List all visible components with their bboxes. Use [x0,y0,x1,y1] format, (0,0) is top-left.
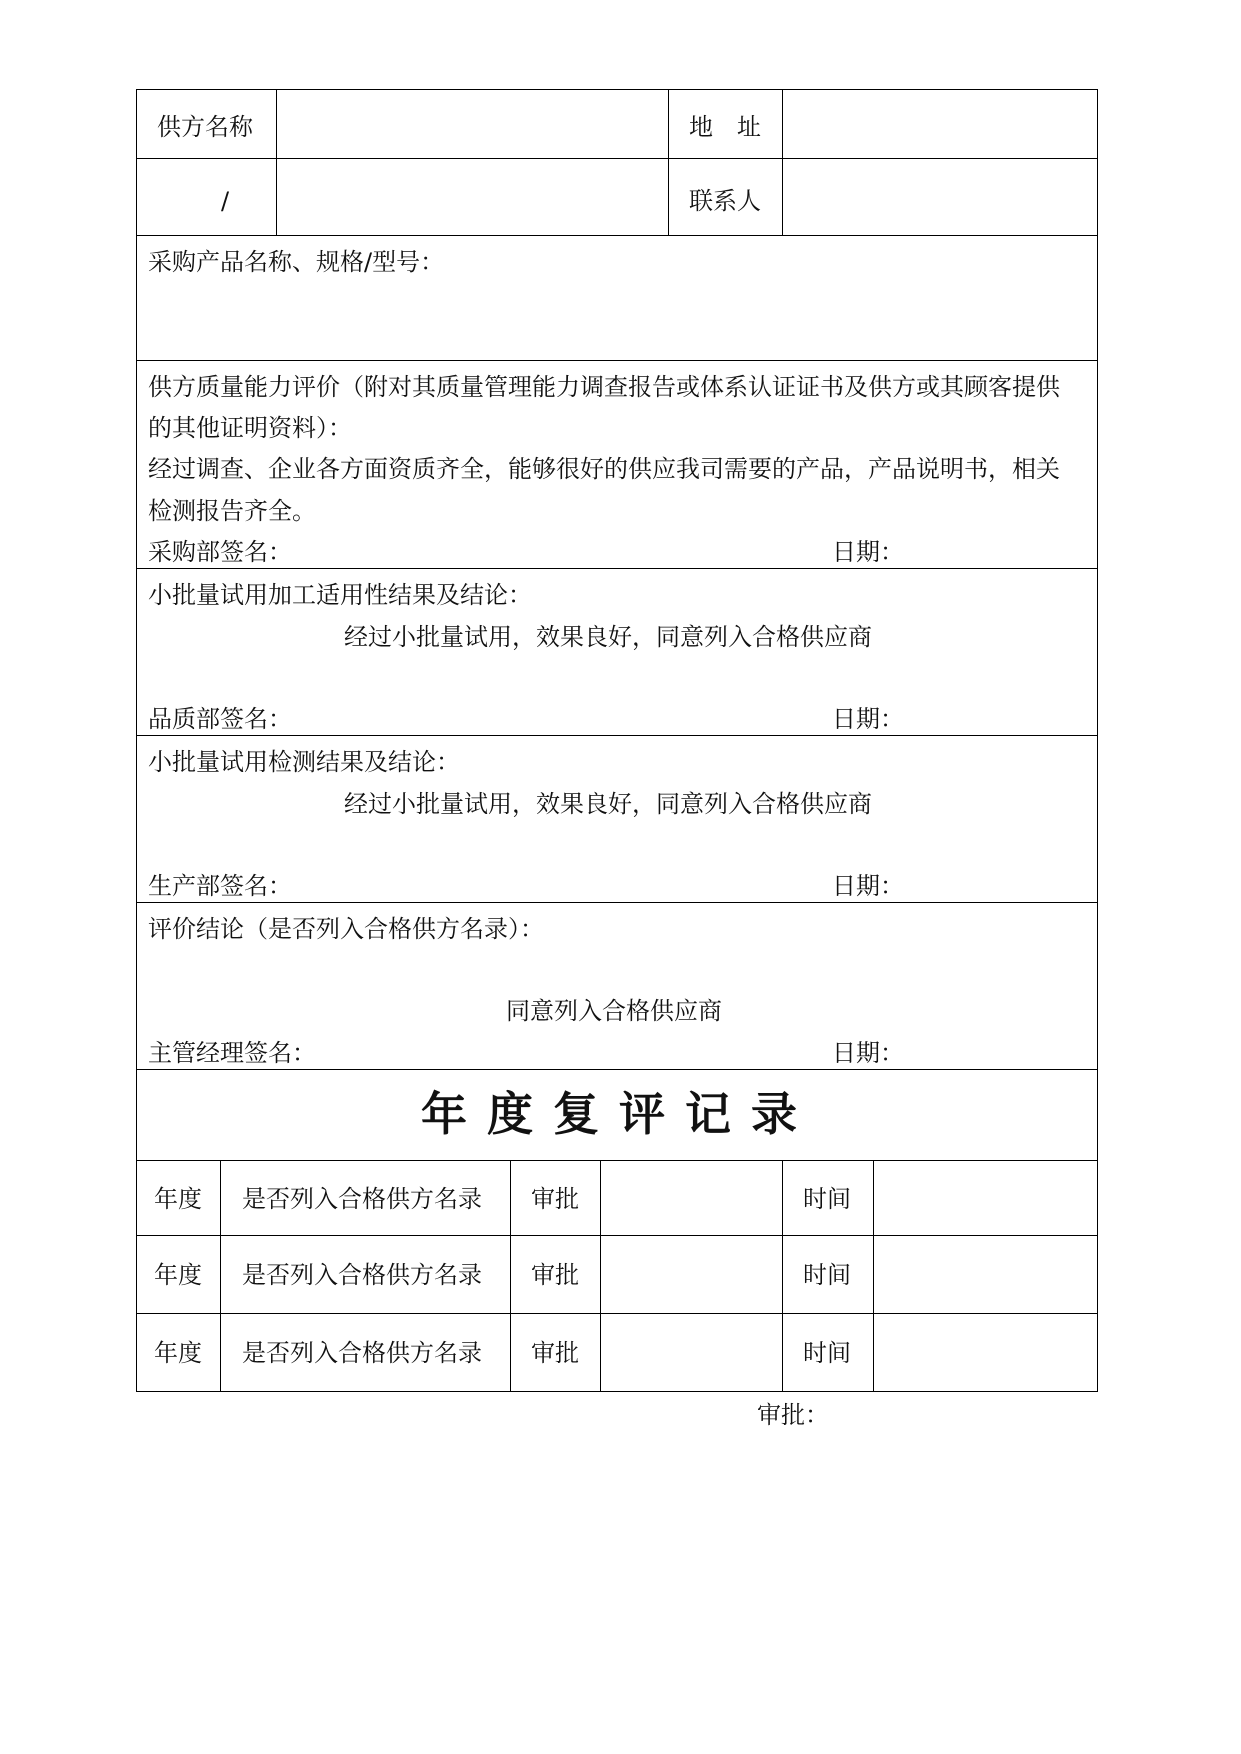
approve-label: 审批 [531,1261,579,1289]
trial-testing-label: 小批量试用检测结果及结论： [148,748,460,776]
evaluation-conclusion: 同意列入合格供应商 [506,997,722,1025]
row2-left-label: / [221,187,230,215]
row-divider [136,235,1098,236]
row-divider [136,158,1098,159]
row-divider [136,735,1098,736]
col-divider [782,1160,783,1392]
col-divider [276,89,277,236]
trial-processing-label: 小批量试用加工适用性结果及结论： [148,581,532,609]
time-label: 时间 [803,1261,851,1289]
date-label: 日期： [832,705,904,733]
manager-signature-label: 主管经理签名： [148,1039,316,1067]
border-right [1097,89,1098,1392]
row-divider [136,360,1098,361]
supplier-name-label: 供方名称 [157,113,253,141]
trial-processing-conclusion: 经过小批量试用，效果良好，同意列入合格供应商 [344,623,872,651]
quality-eval-line: 供方质量能力评价（附对其质量管理能力调查报告或体系认证证书及供方或其顾客提供 [148,373,1060,401]
evaluation-label: 评价结论（是否列入合格供方名录）： [148,915,544,943]
footer-approval-label: 审批： [757,1401,829,1429]
listed-label: 是否列入合格供方名录 [242,1185,482,1213]
row-divider [136,902,1098,903]
row-divider [136,1160,1098,1161]
row-divider [136,1313,1098,1314]
col-divider [668,89,669,236]
year-label: 年度 [154,1339,202,1367]
border-top [136,89,1098,90]
col-divider [510,1160,511,1392]
border-bottom [136,1391,1098,1392]
quality-eval-line: 检测报告齐全。 [148,497,316,525]
col-divider [220,1160,221,1392]
row-divider [136,1069,1098,1070]
date-label: 日期： [832,1039,904,1067]
year-label: 年度 [154,1261,202,1289]
approve-label: 审批 [531,1185,579,1213]
listed-label: 是否列入合格供方名录 [242,1261,482,1289]
contact-label: 联系人 [689,187,761,215]
quality-dept-signature-label: 品质部签名： [148,705,292,733]
date-label: 日期： [832,872,904,900]
border-left [136,89,137,1392]
purchasing-signature-label: 采购部签名： [148,538,292,566]
row-divider [136,1235,1098,1236]
annual-review-title: 年度复评记录 [421,1087,817,1141]
listed-label: 是否列入合格供方名录 [242,1339,482,1367]
quality-eval-line: 经过调查、企业各方面资质齐全，能够很好的供应我司需要的产品，产品说明书，相关 [148,455,1060,483]
col-divider [782,89,783,236]
trial-testing-conclusion: 经过小批量试用，效果良好，同意列入合格供应商 [344,790,872,818]
quality-eval-line: 的其他证明资料）： [148,414,352,442]
production-dept-signature-label: 生产部签名： [148,872,292,900]
time-label: 时间 [803,1339,851,1367]
address-label: 地 址 [689,113,761,141]
row-divider [136,568,1098,569]
time-label: 时间 [803,1185,851,1213]
col-divider [600,1160,601,1392]
year-label: 年度 [154,1185,202,1213]
approve-label: 审批 [531,1339,579,1367]
date-label: 日期： [832,538,904,566]
product-spec-label: 采购产品名称、规格/型号： [148,248,445,276]
col-divider [873,1160,874,1392]
